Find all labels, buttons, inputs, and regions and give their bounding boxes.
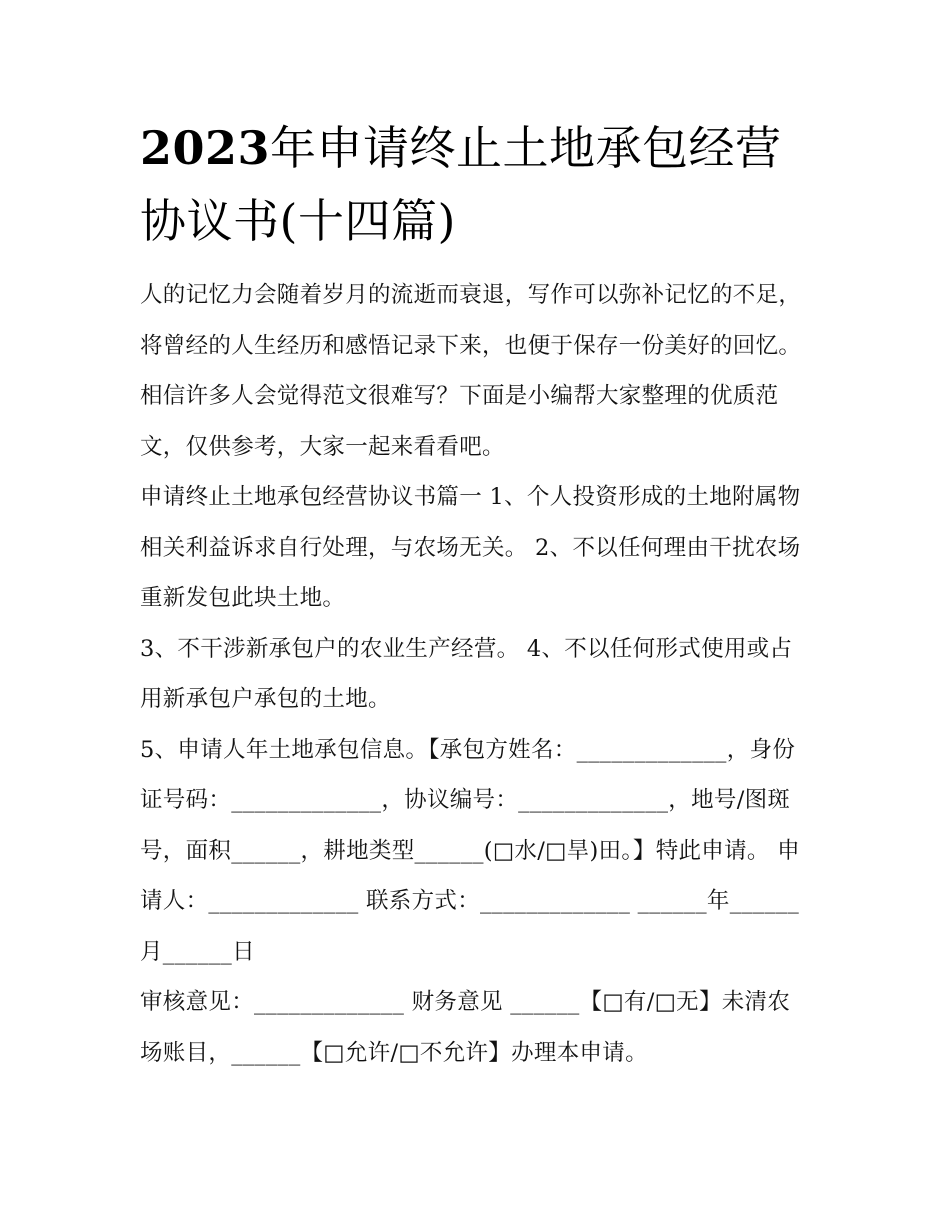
application-info-paragraph: 5、申请人年土地承包信息。【承包方姓名：_____________，身份证号码：_____________，协议编号：_____________，地号/图斑号，面积______，耕地类型______(□水/□旱)田。】特此申请。 申请人：_____________ 联系方式：_____________ ______年______月______日: [140, 736, 800, 965]
intro-paragraph: 人的记忆力会随着岁月的流逝而衰退，写作可以弥补记忆的不足，将曾经的人生经历和感悟记录下来，也便于保存一份美好的回忆。相信许多人会觉得范文很难写？下面是小编帮大家整理的优质范文，仅供参考，大家一起来看看吧。: [140, 282, 802, 460]
document-title: [140, 112, 812, 258]
title-text: 年申请终止土地承包经营协议书(十四篇): [140, 121, 782, 248]
document-body: [140, 270, 812, 1078]
document-page: [140, 112, 812, 1078]
clause-paragraph-2: 3、不干涉新承包户的农业生产经营。 4、不以任何形式使用或占用新承包户承包的土地。: [140, 635, 793, 712]
review-paragraph: 审核意见：_____________ 财务意见 ______【□有/□无】未清农场账目，______【□允许/□不允许】办理本申请。: [140, 989, 791, 1066]
title-year: 2023: [140, 121, 271, 175]
clause-paragraph-1: 申请终止土地承包经营协议书篇一 1、个人投资形成的土地附属物相关利益诉求自行处理，与农场无关。 2、不以任何理由干扰农场重新发包此块土地。: [140, 484, 801, 611]
